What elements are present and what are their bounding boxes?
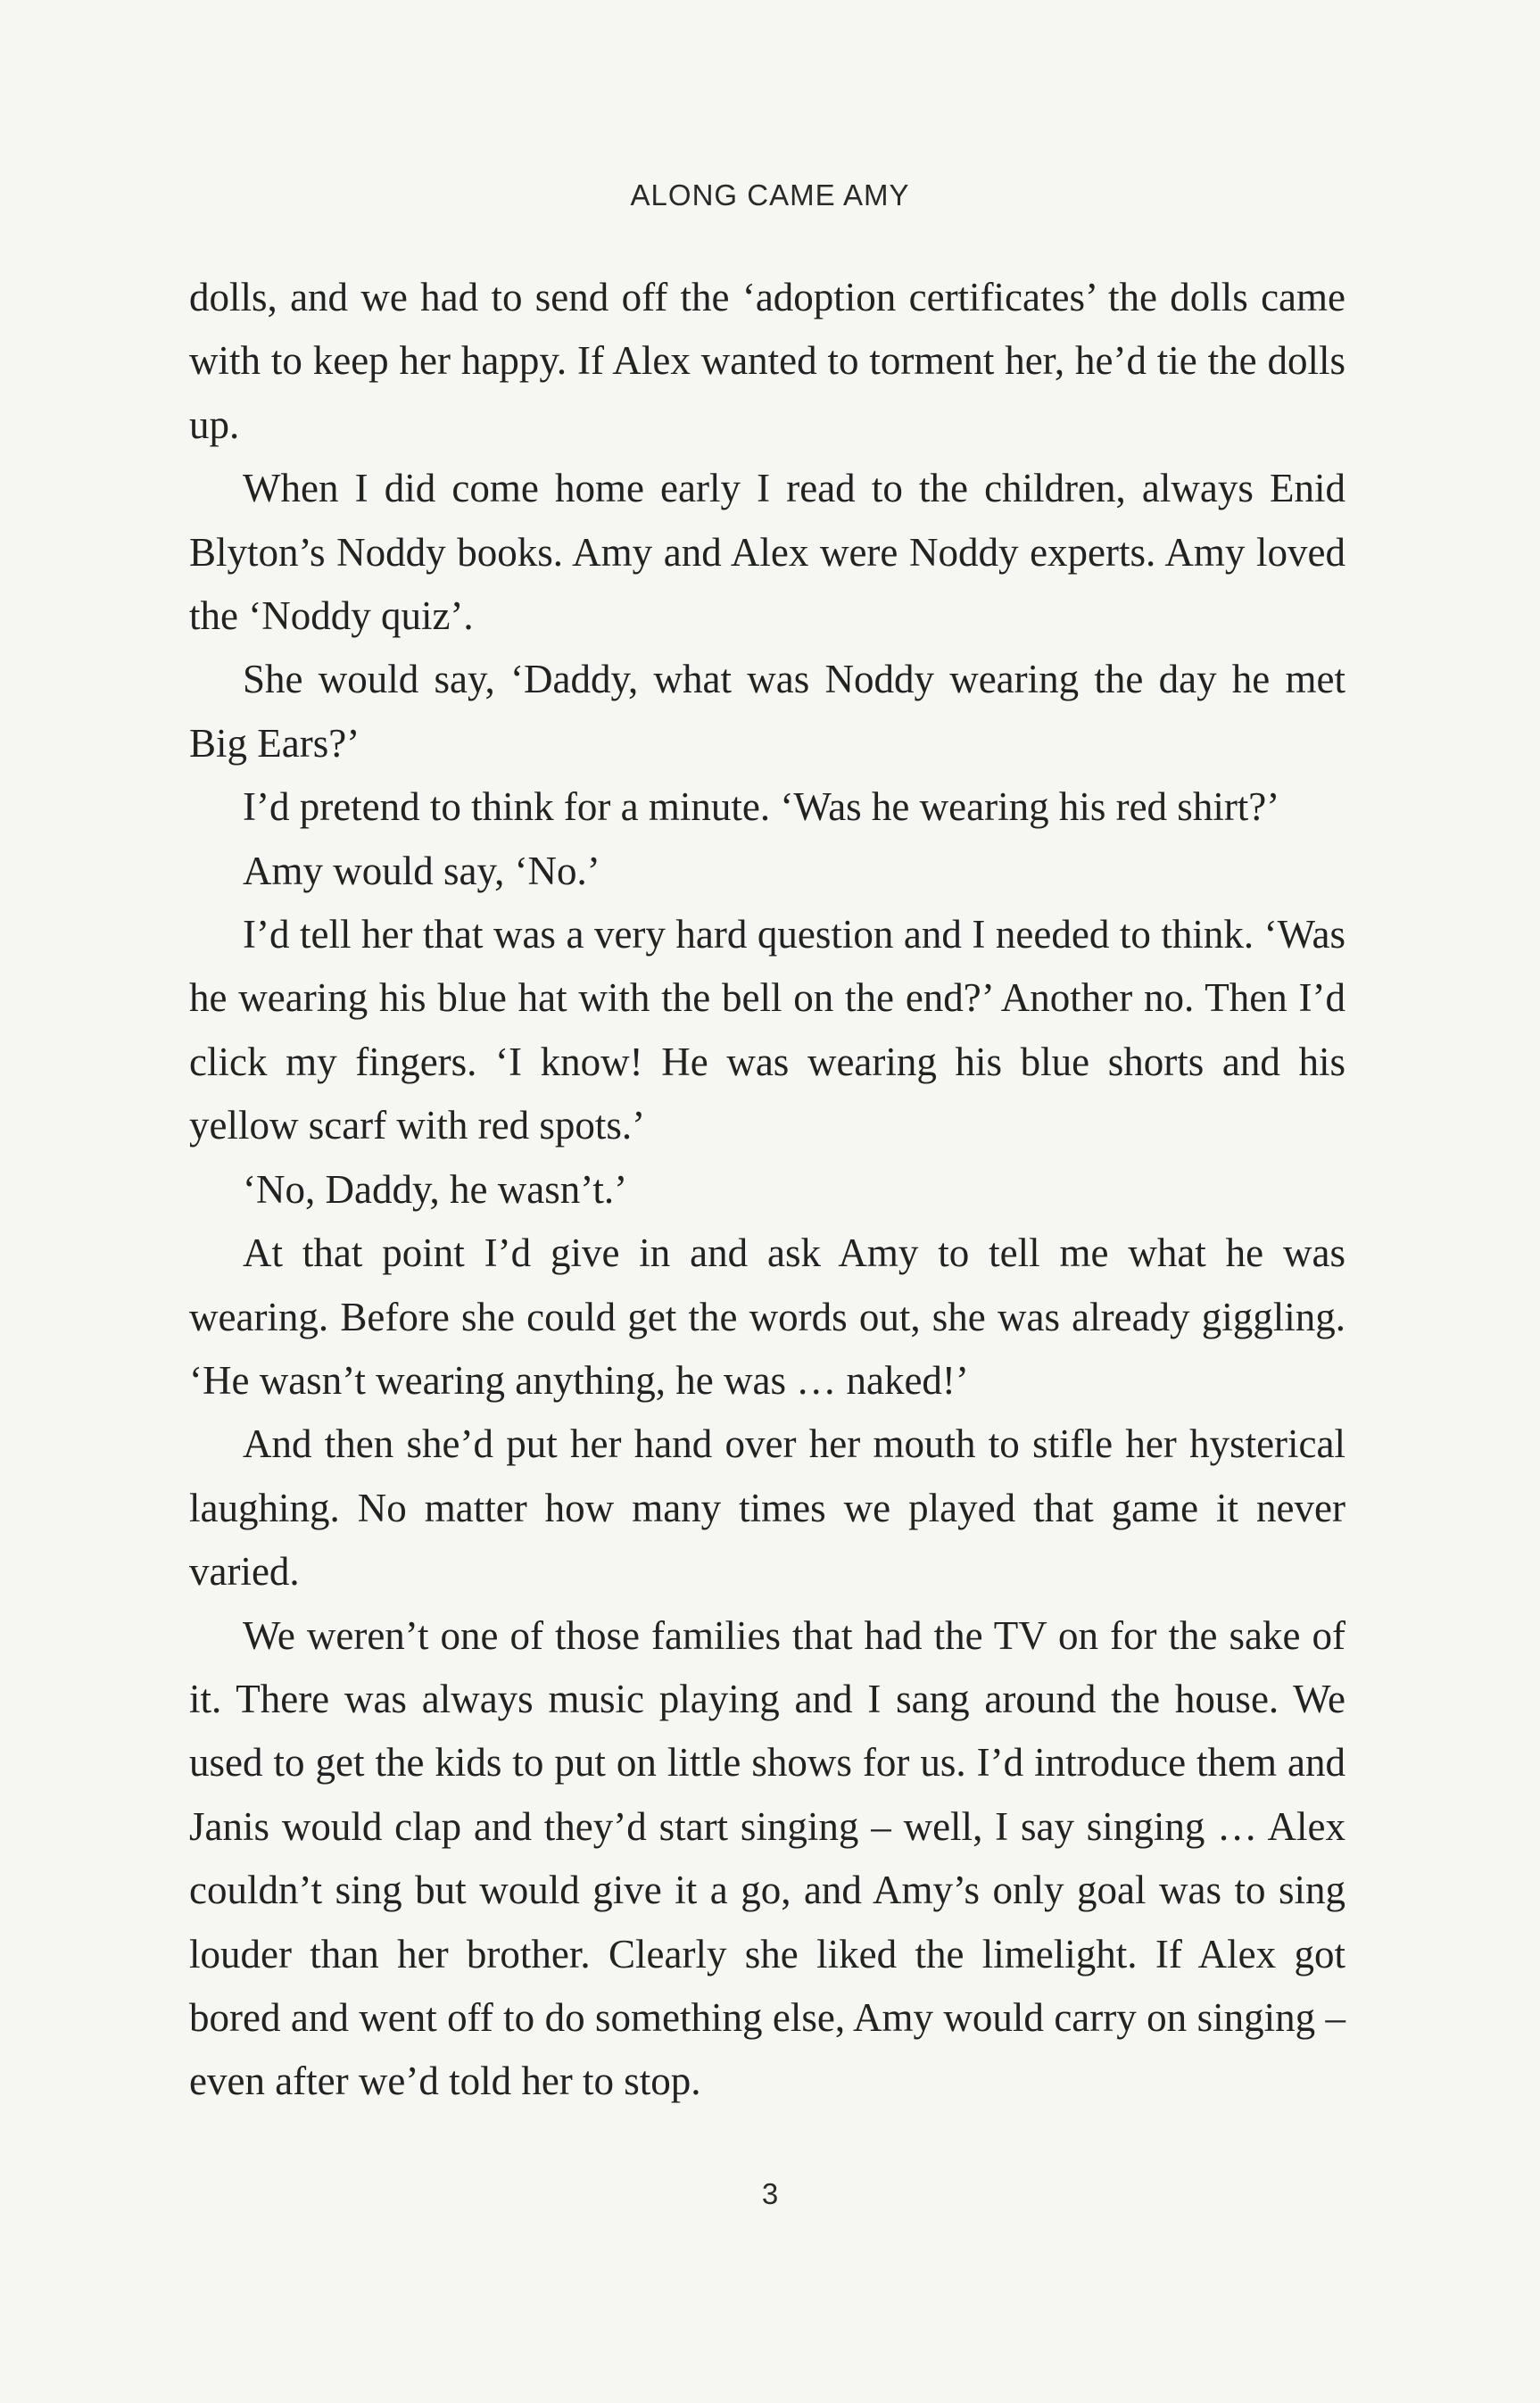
- paragraph: dolls, and we had to send off the ‘adoption certificates’ the dolls came with to keep her happy. If Alex wanted to torment her, he’d tie the dolls up.: [189, 275, 1345, 447]
- page-number: 3: [761, 2177, 779, 2210]
- paragraph: We weren’t one of those families that had the TV on for the sake of it. There was always music playing and I sang around the house. We used to get the kids to put on little shows for us. I’d introduce them and Janis would clap and they’d start singing – well, I say singing … Alex couldn’t sing but would give it a go, and Amy’s only goal was to sing louder than her brother. Clearly she liked the limelight. If Alex got bored and went off to do something else, Amy would carry on singing – even after we’d told her to stop.: [189, 1612, 1345, 2104]
- paragraph: I’d pretend to think for a minute. ‘Was he wearing his red shirt?’: [243, 784, 1280, 830]
- paragraph: When I did come home early I read to the children, always Enid Blyton’s Noddy books. Amy and Alex were Noddy experts. Amy loved the ‘Noddy quiz’.: [189, 466, 1345, 639]
- running-head: ALONG CAME AMY: [630, 178, 910, 211]
- body-text: [189, 266, 1345, 2114]
- paragraph: She would say, ‘Daddy, what was Noddy wearing the day he met Big Ears?’: [189, 657, 1345, 766]
- paragraph: I’d tell her that was a very hard question and I needed to think. ‘Was he wearing his blue hat with the bell on the end?’ Another no. Then I’d click my fingers. ‘I know! He was wearing his blue shorts and his yellow scarf with red spots.’: [189, 912, 1345, 1148]
- paragraph: Amy would say, ‘No.’: [243, 848, 600, 893]
- paragraph: ‘No, Daddy, he wasn’t.’: [243, 1166, 628, 1212]
- paragraph: At that point I’d give in and ask Amy to tell me what he was wearing. Before she could get the words out, she was already giggling. ‘He wasn’t wearing anything, he was … naked!’: [189, 1231, 1345, 1403]
- paragraph: And then she’d put her hand over her mouth to stifle her hysterical laughing. No matter how many times we played that game it never varied.: [189, 1421, 1345, 1595]
